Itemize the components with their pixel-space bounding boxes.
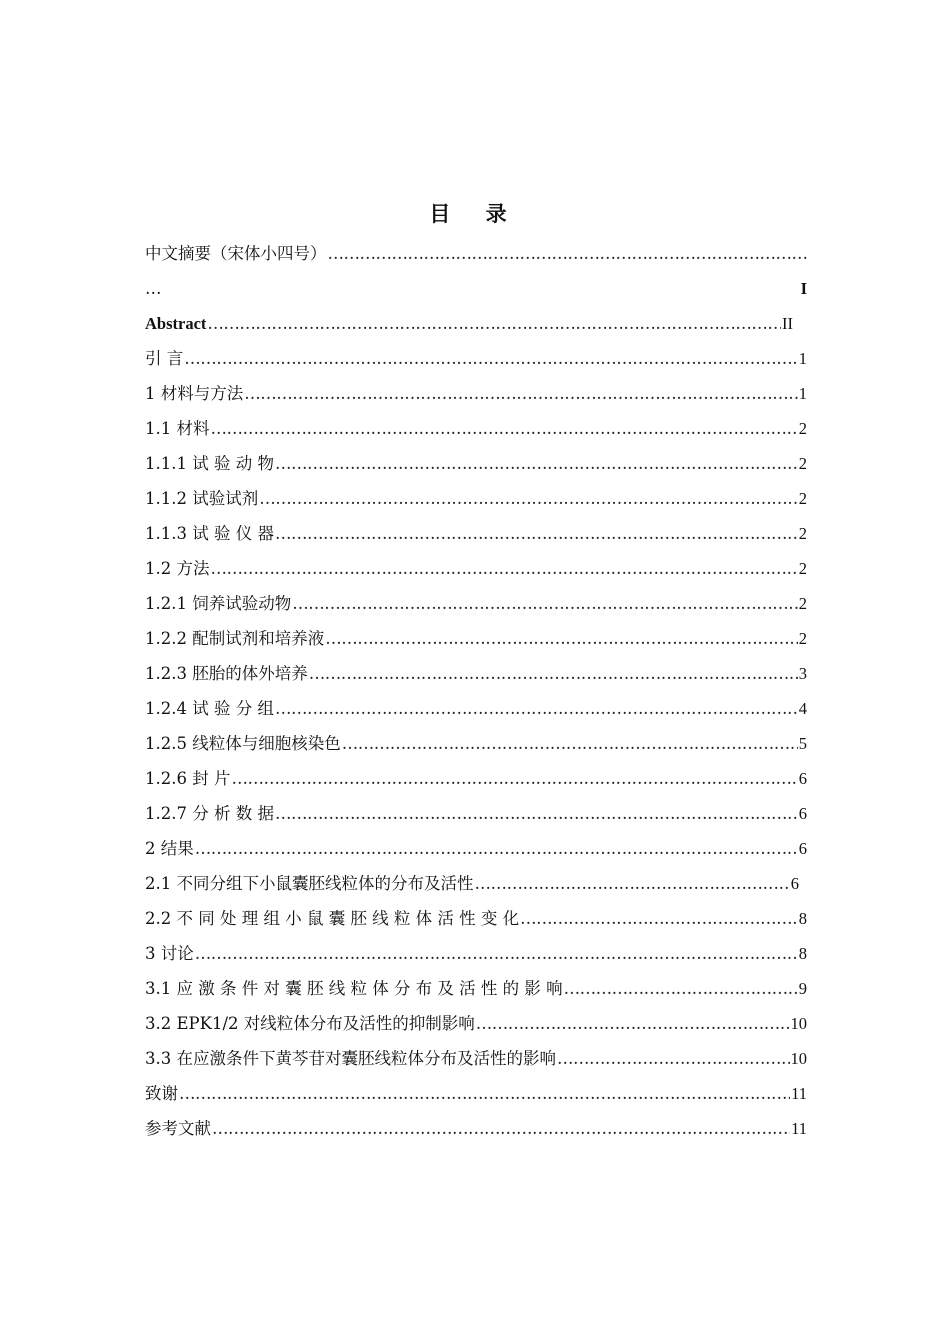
toc-entry-label: 引 言 (145, 349, 184, 368)
toc-page-number: 2 (798, 454, 807, 473)
toc-page-number: 4 (798, 699, 807, 718)
toc-entry-label: 1.2.2 配制试剂和培养液 (145, 629, 325, 648)
toc-entry-label: 参考文献 (145, 1119, 211, 1138)
toc-leader-dots (557, 1041, 790, 1076)
toc-entry-label: 1.2.3 胚胎的体外培养 (145, 664, 308, 683)
toc-page-number: 8 (798, 944, 807, 963)
toc-leader-dots (476, 1006, 790, 1041)
toc-entry-section-2-1[interactable] (145, 866, 807, 901)
toc-entry-label: 1.1.1 试 验 动 物 (145, 454, 274, 473)
toc-entry-label: 1.2.1 饲养试验动物 (145, 594, 292, 613)
toc-page-number: 10 (790, 1049, 807, 1068)
toc-entry-label: 1.2.6 封 片 (145, 769, 231, 788)
toc-page-number: 6 (798, 839, 807, 858)
toc-entry-label: 3.1 应 激 条 件 对 囊 胚 线 粒 体 分 布 及 活 性 的 影 响 (145, 979, 563, 998)
toc-page-number: 2 (798, 594, 807, 613)
toc-entry-references[interactable] (145, 1111, 807, 1146)
toc-entry-label: 1.2.5 线粒体与细胞核染色 (145, 734, 341, 753)
toc-leader-dots (328, 236, 808, 271)
toc-entry-label: 2 结果 (145, 839, 194, 858)
toc-entry-section-1-2-7[interactable] (145, 796, 807, 831)
toc-leader-dots (195, 936, 798, 971)
toc-page-number: I (800, 279, 807, 298)
toc-entry-label: 3.2 EPK1/2 对线粒体分布及活性的抑制影响 (145, 1014, 475, 1033)
toc-entry-chinese-abstract-continued[interactable] (145, 271, 807, 306)
toc-page-number: 1 (798, 384, 807, 403)
toc-entry-label: 2.2 不 同 处 理 组 小 鼠 囊 胚 线 粒 体 活 性 变 化 (145, 909, 520, 928)
toc-page-number: II (782, 314, 793, 333)
toc-entry-label: 致谢 (145, 1084, 178, 1103)
toc-leader-dots (275, 446, 798, 481)
toc-entry-label: 1.2.4 试 验 分 组 (145, 699, 274, 718)
toc-entry-section-1[interactable] (145, 376, 807, 411)
toc-entry-chinese-abstract[interactable] (145, 236, 807, 271)
toc-page-number: 2 (798, 629, 807, 648)
toc-leader-dots (342, 726, 798, 761)
toc-page-number: 6 (798, 769, 807, 788)
toc-entry-section-2-2[interactable] (145, 901, 807, 936)
toc-entry-label: 1 材料与方法 (145, 384, 244, 403)
toc-entry-section-2[interactable] (145, 831, 807, 866)
toc-page-number: 11 (791, 1119, 807, 1138)
toc-entry-acknowledgements[interactable] (145, 1076, 807, 1111)
toc-page-number: 9 (798, 979, 807, 998)
toc-entry-section-1-2-6[interactable] (145, 761, 807, 796)
toc-page-number: 3 (798, 664, 807, 683)
toc-entry-section-3-3[interactable] (145, 1041, 807, 1076)
toc-entry-section-1-1-1[interactable] (145, 446, 807, 481)
toc-leader-dots (231, 761, 797, 796)
toc-leader-dots (195, 831, 798, 866)
toc-leader-dots (292, 586, 798, 621)
toc-entry-label: Abstract (145, 314, 207, 333)
toc-leader-dots (475, 866, 790, 901)
toc-leader-dots (212, 1111, 790, 1146)
toc-page-number: 2 (798, 559, 807, 578)
toc-entry-section-1-2-3[interactable] (145, 656, 807, 691)
toc-page-number: 6 (790, 874, 799, 893)
toc-entry-label: 2.1 不同分组下小鼠囊胚线粒体的分布及活性 (145, 874, 474, 893)
toc-leader-dots (207, 306, 781, 341)
toc-page-number: 6 (798, 804, 807, 823)
toc-entry-section-1-2[interactable] (145, 551, 807, 586)
toc-leader-dots (275, 516, 798, 551)
toc-page-number: 5 (798, 734, 807, 753)
toc-leader-dots (520, 901, 798, 936)
toc-entry-section-1-2-2[interactable] (145, 621, 807, 656)
toc-entry-label: 1.1 材料 (145, 419, 210, 438)
toc-page-number: 2 (798, 489, 807, 508)
toc-leader-dots (184, 341, 798, 376)
toc-entry-section-1-2-1[interactable] (145, 586, 807, 621)
toc-entry-label: 1.1.2 试验试剂 (145, 489, 259, 508)
toc-leader-dots (211, 551, 798, 586)
table-of-contents (145, 236, 807, 1146)
toc-page-number: 1 (798, 349, 807, 368)
toc-entry-label: 中文摘要（宋体小四号） (145, 244, 327, 263)
toc-leader-dots (564, 971, 798, 1006)
toc-entry-section-1-1[interactable] (145, 411, 807, 446)
toc-entry-section-1-1-2[interactable] (145, 481, 807, 516)
toc-title: 目 录 (429, 202, 521, 226)
toc-page-number: 2 (798, 524, 807, 543)
toc-entry-introduction[interactable] (145, 341, 807, 376)
toc-entry-label: 3 讨论 (145, 944, 194, 963)
toc-page-number: 10 (790, 1014, 807, 1033)
toc-leader-dots (244, 376, 798, 411)
toc-leader-dots (309, 656, 798, 691)
toc-entry-label: 3.3 在应激条件下黄芩苷对囊胚线粒体分布及活性的影响 (145, 1049, 556, 1068)
toc-leader-dots (275, 796, 798, 831)
toc-page-number: 2 (798, 419, 807, 438)
toc-leader-dots: … (145, 279, 161, 298)
toc-entry-label: 1.1.3 试 验 仪 器 (145, 524, 274, 543)
toc-leader-dots (259, 481, 798, 516)
toc-entry-section-3-2[interactable] (145, 1006, 807, 1041)
toc-entry-section-3[interactable] (145, 936, 807, 971)
toc-entry-abstract[interactable] (145, 306, 807, 341)
toc-page-number: 11 (791, 1084, 807, 1103)
toc-leader-dots (275, 691, 798, 726)
toc-entry-label: 1.2 方法 (145, 559, 210, 578)
toc-entry-section-1-2-5[interactable] (145, 726, 807, 761)
toc-entry-section-1-2-4[interactable] (145, 691, 807, 726)
toc-leader-dots (179, 1076, 790, 1111)
toc-entry-section-3-1[interactable] (145, 971, 807, 1006)
toc-leader-dots (211, 411, 798, 446)
toc-page-number: 8 (798, 909, 807, 928)
toc-entry-label: 1.2.7 分 析 数 据 (145, 804, 274, 823)
toc-entry-section-1-1-3[interactable] (145, 516, 807, 551)
toc-leader-dots (325, 621, 798, 656)
